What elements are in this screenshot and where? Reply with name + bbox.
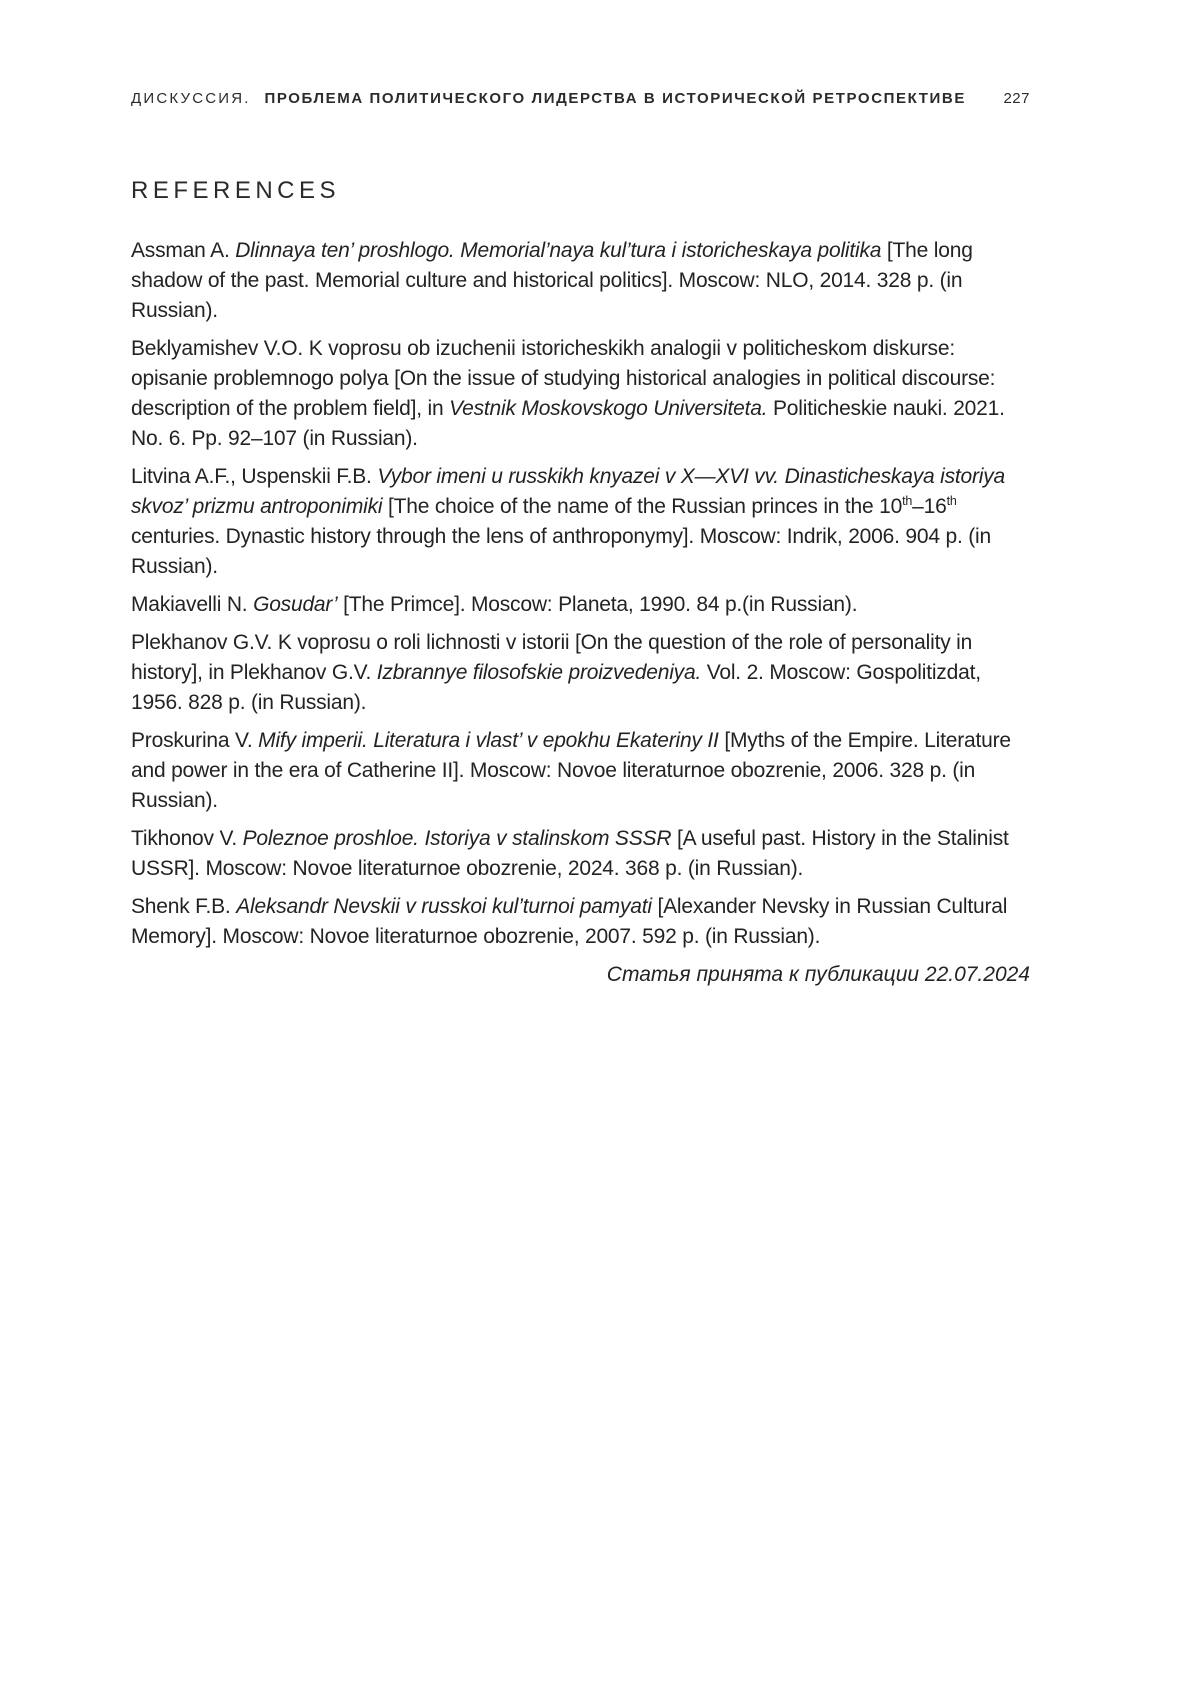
- reference-text-segment: Vestnik Moskovskogo Universiteta.: [449, 397, 768, 420]
- acceptance-note: Статья принята к публикации 22.07.2024: [606, 963, 1030, 986]
- running-head: [131, 90, 1030, 107]
- reference-text-segment: Aleksandr Nevskii v russkoi kul’turnoi pamyati: [236, 895, 652, 918]
- reference-entry: [131, 628, 1030, 718]
- reference-entry: [131, 892, 1030, 952]
- reference-text-segment: Mify imperii. Literatura i vlast’ v epokhu Ekateriny II: [258, 729, 719, 752]
- reference-text-segment: –16: [912, 495, 947, 518]
- reference-text-segment: th: [902, 494, 913, 508]
- reference-text-segment: [The choice of the name of the Russian princes in the 10: [382, 495, 903, 518]
- running-head-text: [131, 90, 966, 107]
- reference-entry: [131, 824, 1030, 884]
- reference-entry: [131, 726, 1030, 816]
- reference-text-segment: [A useful past. History in the Stalinist USSR]. Moscow: Novoe literaturnoe obozrenie, 2024. 368 p. (in Russian).: [131, 827, 1009, 880]
- reference-text-segment: Dlinnaya ten’ proshlogo. Memorial’naya kul’tura i istoricheskaya politika: [235, 239, 882, 262]
- reference-text-segment: [The long shadow of the past. Memorial culture and historical politics]. Moscow: NLO, 2014. 328 p. (in Russian).: [131, 239, 973, 322]
- reference-text-segment: Shenk F.B.: [131, 895, 237, 918]
- running-head-section: ДИСКУССИЯ.: [131, 90, 251, 107]
- reference-text-segment: Tikhonov V.: [131, 827, 243, 850]
- reference-text-segment: Beklyamishev V.O. K voprosu ob izuchenii istoricheskikh analogii v politicheskom diskurse: opisanie problemnogo polya [On the issue of studying historical analogies in political discourse: description of the problem field], in: [131, 337, 996, 420]
- reference-text-segment: Proskurina V.: [131, 729, 259, 752]
- references-list: [131, 236, 1030, 952]
- reference-entry: [131, 236, 1030, 326]
- reference-entry: [131, 462, 1030, 582]
- reference-text-segment: th: [946, 494, 957, 508]
- reference-text-segment: Poleznoe proshloe. Istoriya v stalinskom SSSR: [242, 827, 672, 850]
- reference-text-segment: Plekhanov G.V. K voprosu o roli lichnosti v istorii [On the question of the role of personality in history], in Plekhanov G.V.: [131, 631, 973, 684]
- references-heading: REFERENCES: [131, 177, 341, 204]
- running-head-title: ПРОБЛЕМА ПОЛИТИЧЕСКОГО ЛИДЕРСТВА В ИСТОРИЧЕСКОЙ РЕТРОСПЕКТИВЕ: [264, 90, 966, 107]
- reference-text-segment: Politicheskie nauki. 2021. No. 6. Pp. 92–107 (in Russian).: [131, 397, 1005, 450]
- reference-text-segment: centuries. Dynastic history through the lens of anthroponymy]. Moscow: Indrik, 2006. 904 p. (in Russian).: [131, 525, 991, 578]
- reference-text-segment: Assman A.: [131, 239, 236, 262]
- page-number: 227: [1003, 90, 1030, 107]
- reference-text-segment: Izbrannye filosofskie proizvedeniya.: [376, 661, 702, 684]
- reference-entry: [131, 334, 1030, 454]
- reference-text-segment: Vol. 2. Moscow: Gospolitizdat, 1956. 828 p. (in Russian).: [131, 661, 981, 714]
- reference-text-segment: [Myths of the Empire. Literature and power in the era of Catherine II]. Moscow: Novoe literaturnoe obozrenie, 2006. 328 p. (in Russian).: [131, 729, 1011, 812]
- reference-entry: [131, 590, 1030, 620]
- reference-text-segment: Gosudar’: [253, 593, 338, 616]
- reference-text-segment: Litvina A.F., Uspenskii F.B.: [131, 465, 378, 488]
- reference-text-segment: Vybor imeni u russkikh knyazei v X—XVI vv. Dinasticheskaya istoriya skvoz’ prizmu antroponimiki: [131, 465, 1006, 518]
- reference-text-segment: [Alexander Nevsky in Russian Cultural Memory]. Moscow: Novoe literaturnoe obozrenie, 2007. 592 p. (in Russian).: [131, 895, 1008, 948]
- reference-text-segment: [The Primce]. Moscow: Planeta, 1990. 84 p.(in Russian).: [337, 593, 858, 616]
- reference-text-segment: Makiavelli N.: [131, 593, 254, 616]
